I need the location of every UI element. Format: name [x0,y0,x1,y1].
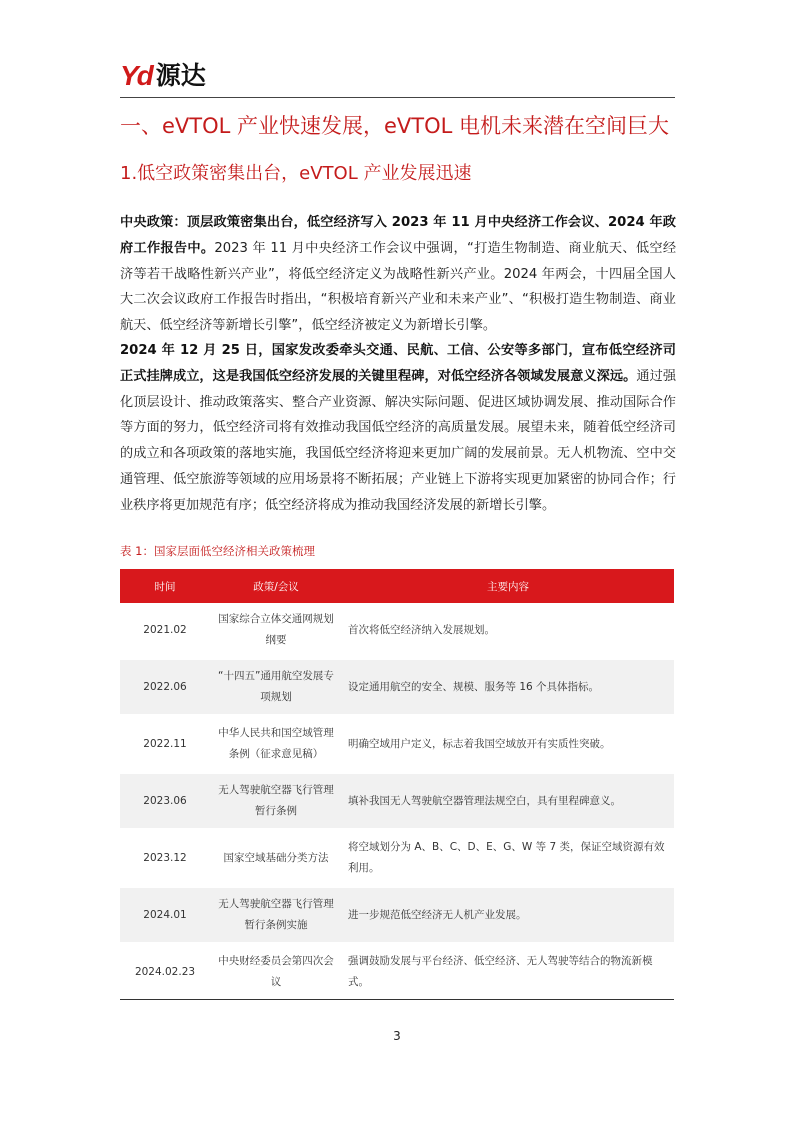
cell-content: 设定通用航空的安全、规模、服务等 16 个具体指标。 [342,659,674,716]
cell-policy: 国家综合立体交通网规划纲要 [210,603,342,659]
table-caption: 表 1：国家层面低空经济相关政策梳理 [120,544,315,558]
cell-time: 2023.12 [120,830,210,887]
table-header-row [120,569,674,603]
table-row [120,659,674,716]
cell-time: 2024.01 [120,887,210,944]
cell-policy: 无人驾驶航空器飞行管理暂行条例实施 [210,887,342,944]
cell-time: 2021.02 [120,603,210,659]
table-row [120,830,674,887]
cell-time: 2024.02.23 [120,944,210,1000]
section-title: 一、eVTOL 产业快速发展，eVTOL 电机未来潜在空间巨大 [120,114,670,138]
paragraph-body: 通过强化顶层设计、推动政策落实、整合产业资源、解决实际问题、促进区域协调发展、推动国际合作等方面的努力，低空经济司将有效推动我国低空经济的高质量发展。展望未来，随着低空经济司的成立和各项政策的落地实施，我国低空经济将迎来更加广阔的发展前景。无人机物流、空中交通管理、低空旅游等领域的应用场景将不断拓展；产业链上下游将实现更加紧密的协同合作；行业秩序将更加规范有序；低空经济将成为推动我国经济发展的新增长引擎。 [120,368,677,513]
subsection-title: 1.低空政策密集出台，eVTOL 产业发展迅速 [120,163,472,184]
paragraph-lead: 2024 年 12 月 25 日，国家发改委牵头交通、民航、工信、公安等多部门，宣布低空经济司正式挂牌成立，这是我国低空经济发展的关键里程碑，对低空经济各领域发展意义深远。 [120,343,676,384]
cell-content: 强调鼓励发展与平台经济、低空经济、无人驾驶等结合的物流新模式。 [342,944,674,1000]
cell-content: 首次将低空经济纳入发展规划。 [342,603,674,659]
header-divider [120,97,675,98]
cell-content: 明确空域用户定义，标志着我国空域放开有实质性突破。 [342,716,674,773]
policy-table [120,569,674,1000]
header-time: 时间 [120,569,210,603]
cell-policy: 国家空域基础分类方法 [210,830,342,887]
cell-content: 将空域划分为 A、B、C、D、E、G、W 等 7 类，保证空域资源有效利用。 [342,830,674,887]
paragraph-body: 2023 年 11 月中央经济工作会议中强调，“打造生物制造、商业航天、低空经济等若干战略性新兴产业”，将低空经济定义为战略性新兴产业。2024 年两会，十四届全国人大二次会议政府工作报告时指出，“积极培育新兴产业和未来产业”、“积极打造生物制造、商业航天、低空经济等新增长引擎”，低空经济被定义为新增长引擎。 [120,240,677,334]
cell-policy: 中华人民共和国空域管理条例（征求意见稿） [210,716,342,773]
page-number: 3 [393,1029,401,1043]
paragraph-low-altitude-department [120,338,676,519]
logo-text: 源达 [155,61,206,90]
logo-mark: Yd [120,60,152,91]
cell-policy: 中央财经委员会第四次会议 [210,944,342,1000]
header-content: 主要内容 [342,569,674,603]
cell-content: 填补我国无人驾驶航空器管理法规空白，具有里程碑意义。 [342,773,674,830]
table-row [120,716,674,773]
cell-policy: “十四五”通用航空发展专项规划 [210,659,342,716]
cell-policy: 无人驾驶航空器飞行管理暂行条例 [210,773,342,830]
paragraph-central-policy [120,210,676,339]
cell-time: 2022.06 [120,659,210,716]
cell-content: 进一步规范低空经济无人机产业发展。 [342,887,674,944]
table-row [120,944,674,1000]
company-logo [120,60,206,92]
table-row [120,887,674,944]
paragraph-lead: 中央政策：顶层政策密集出台，低空经济写入 2023 年 11 月中央经济工作会议、2024 年政府工作报告中。 [120,215,676,256]
table-row [120,773,674,830]
cell-time: 2022.11 [120,716,210,773]
table-row [120,603,674,659]
header-policy: 政策/会议 [210,569,342,603]
cell-time: 2023.06 [120,773,210,830]
